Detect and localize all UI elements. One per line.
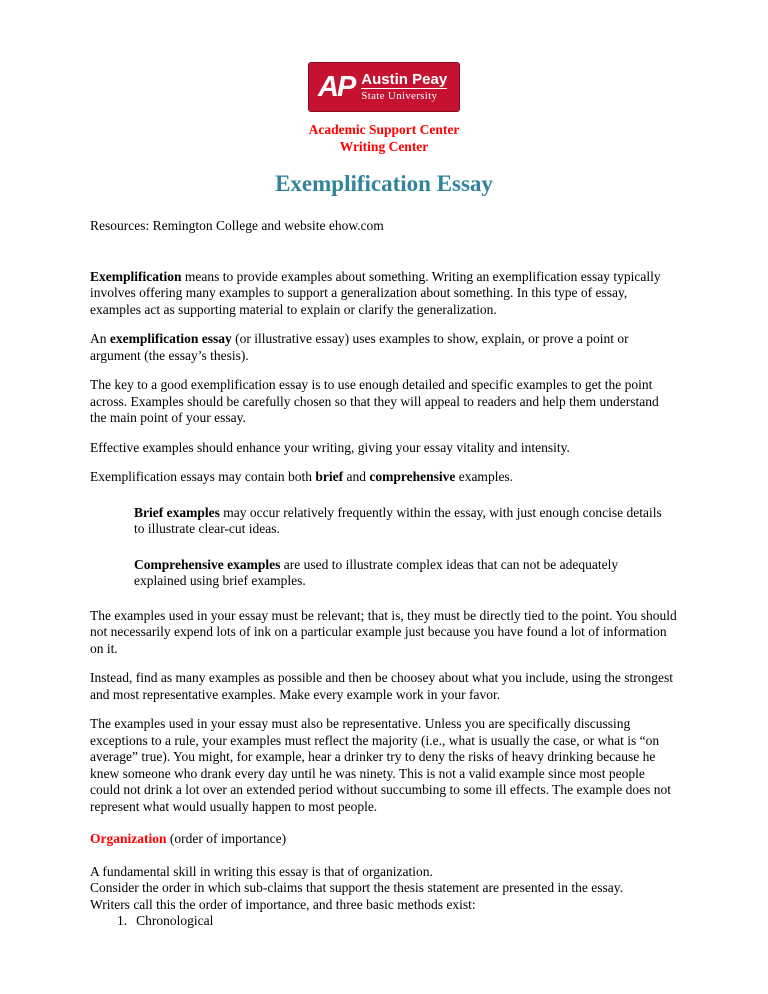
- bold-text: Exemplification: [90, 268, 182, 284]
- paragraph-comprehensive-examples: [134, 557, 668, 590]
- logo-text-block: [361, 71, 447, 104]
- organization-heading: [90, 831, 678, 848]
- bold-text: comprehensive: [369, 469, 456, 484]
- bold-text: Brief examples: [134, 504, 220, 520]
- header-writing-center: Writing Center: [339, 138, 429, 154]
- organization-line-1: A fundamental skill in writing this essay is that of organization.: [90, 863, 433, 879]
- text-run: (or illustrative essay) uses examples to show, explain, or prove a point or argument (the essay’s thesis).: [90, 331, 629, 363]
- logo-container: [90, 0, 678, 112]
- logo-sub-line: State University: [361, 88, 447, 103]
- text-run: Exemplification essays may contain both: [90, 469, 316, 484]
- page-title: Exemplification Essay: [275, 171, 493, 196]
- paragraph-illustrative-essay: [90, 331, 678, 364]
- paragraph-representative: The examples used in your essay must also be representative. Unless you are specifically discussing exceptions to a rule, your examples must reflect the majority (i.e., what is usually the case, or what is “on average” true). You might, for example, hear a drinker try to deny the risks of heavy drinking because he knew someone who drank every day until he was ninety. This is not a valid example since most people could not drink a lot over an extended period without succumbing to some ill effects. The example does not represent what would usually happen to most people.: [90, 716, 671, 814]
- text-run: An: [90, 331, 110, 346]
- paragraph-brief-examples: [134, 505, 668, 538]
- text-run: (order of importance): [166, 831, 287, 846]
- text-run: examples.: [455, 469, 514, 484]
- organization-heading-label: Organization: [90, 831, 167, 846]
- bold-text: exemplification essay: [109, 331, 232, 346]
- text-run: and: [343, 469, 370, 484]
- paragraph-brief-and-comprehensive: [90, 469, 678, 486]
- ap-monogram-icon: AP: [318, 70, 355, 103]
- paragraph-effective-examples: Effective examples should enhance your writing, giving your essay vitality and intensity.: [90, 439, 570, 455]
- bold-text: brief: [315, 469, 344, 484]
- paragraph-relevant: The examples used in your essay must be relevant; that is, they must be directly tied to the point. You should not necessarily expend lots of ink on a particular example just because you have found a lot of information on it.: [90, 607, 677, 656]
- header-academic-support-center: Academic Support Center: [308, 122, 460, 137]
- paragraph-choosey: Instead, find as many examples as possible and then be choosey about what you include, using the strongest and most representative examples. Make every example work in your favor.: [90, 670, 673, 702]
- resources-line: Resources: Remington College and website ehow.com: [90, 218, 384, 233]
- list-item-label: Chronological: [136, 913, 214, 928]
- paragraph-definition: [90, 269, 678, 319]
- paragraph-key-to-good-essay: The key to a good exemplification essay is to use enough detailed and specific examples to get the point across. Examples should be carefully chosen so that they will appeal to readers and help them understand the main point of your essay.: [90, 377, 659, 425]
- document-header: [90, 122, 678, 155]
- organization-line-2: Consider the order in which sub-claims that support the thesis statement are presented in the essay.: [90, 880, 623, 895]
- austin-peay-logo: [308, 62, 460, 112]
- logo-name-line: Austin Peay: [361, 70, 448, 88]
- bold-text: Comprehensive examples: [134, 556, 281, 572]
- organization-line-3: Writers call this the order of importance, and three basic methods exist:: [90, 896, 476, 912]
- text-run: are used to illustrate complex ideas that can not be adequately explained using brief examples.: [134, 556, 619, 588]
- text-run: may occur relatively frequently within the essay, with just enough concise details to illustrate clear-cut ideas.: [134, 504, 662, 536]
- list-item-chronological: [90, 913, 678, 930]
- text-run: means to provide examples about something. Writing an exemplification essay typically involves offering many examples to support a generalization about something. In this type of essay, examples act as supporting material to explain or clarify the generalization.: [90, 268, 661, 317]
- list-item-number: 1.: [117, 913, 128, 928]
